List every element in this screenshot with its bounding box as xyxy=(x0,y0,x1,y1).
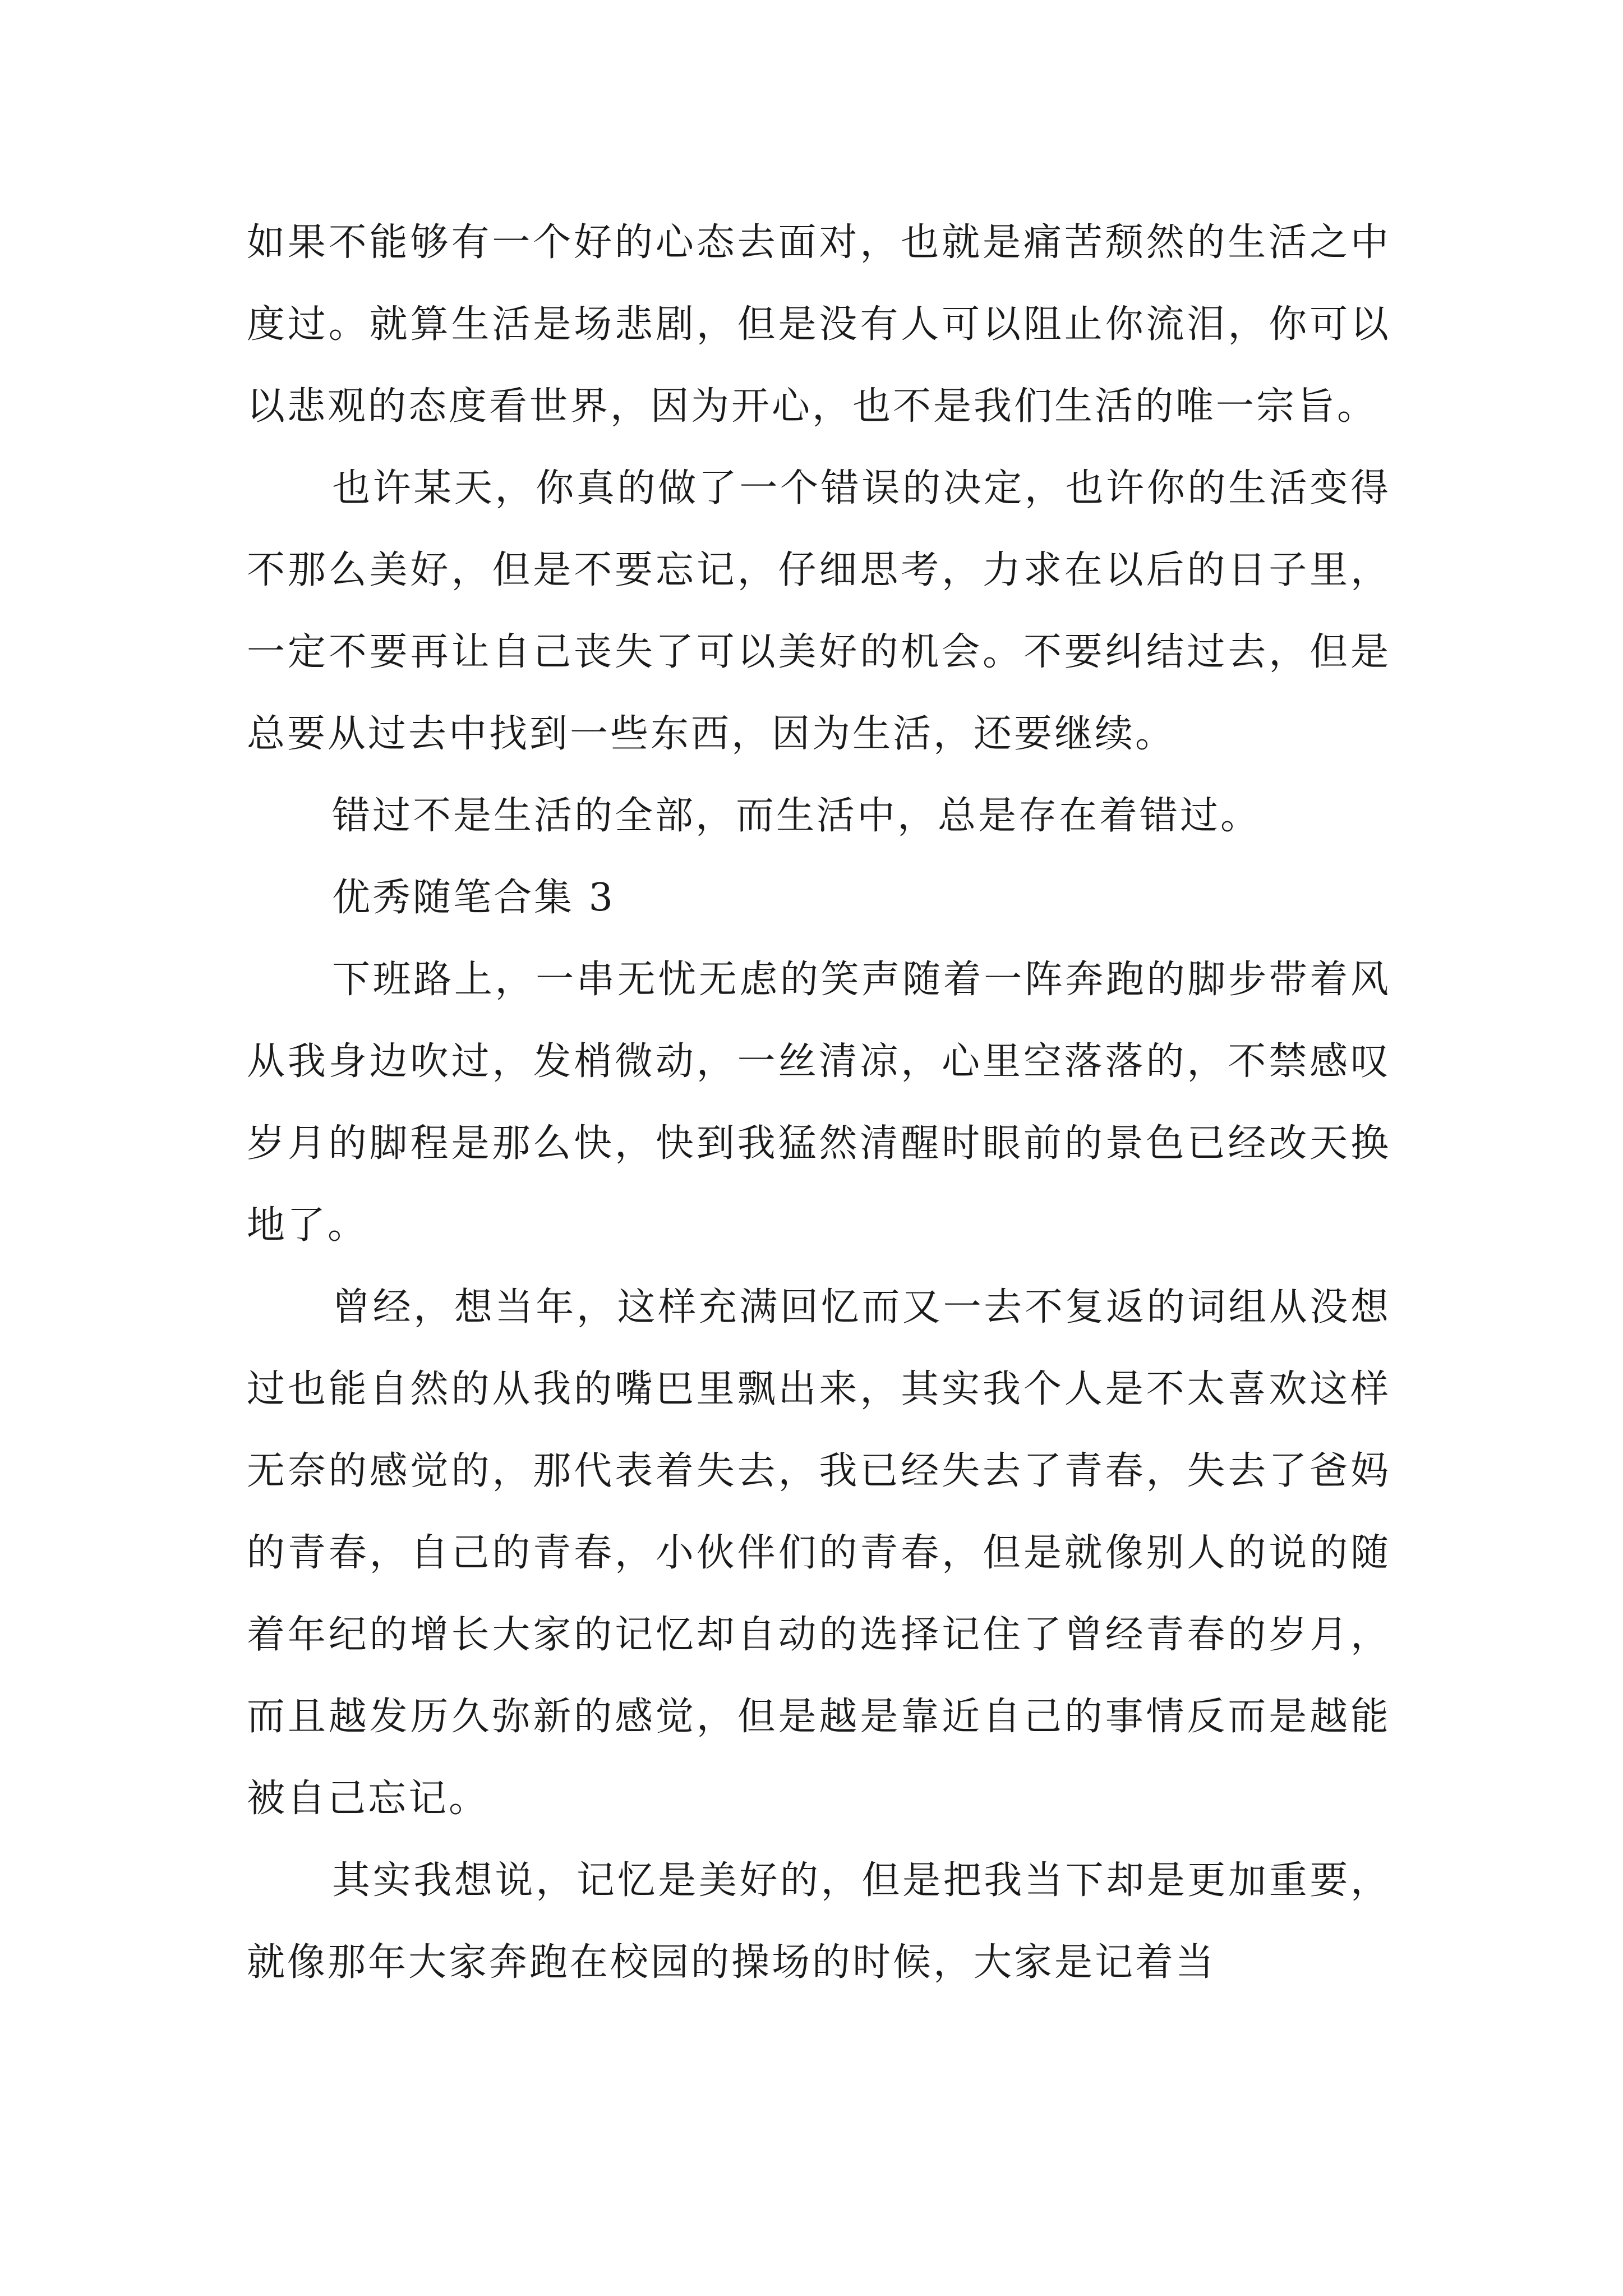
paragraph-6: 其实我想说，记忆是美好的，但是把我当下却是更加重要，就像那年大家奔跑在校园的操场的时候，大家是记着当 xyxy=(247,1858,1391,1985)
paragraph-4: 下班路上，一串无忧无虑的笑声随着一阵奔跑的脚步带着风从我身边吹过，发梢微动，一丝清凉，心里空落落的，不禁感叹岁月的脚程是那么快，快到我猛然清醒时眼前的景色已经改天换地了。 xyxy=(247,958,1391,1248)
section-heading: 优秀随笔合集 3 xyxy=(332,876,615,920)
paragraph-3: 错过不是生活的全部，而生活中，总是存在着错过。 xyxy=(332,794,1261,838)
paragraph-5: 曾经，想当年，这样充满回忆而又一去不复返的词组从没想过也能自然的从我的嘴巴里飘出来，其实我个人是不太喜欢这样无奈的感觉的，那代表着失去，我已经失去了青春，失去了爸妈的青春，自己的青春，小伙伴们的青春，但是就像别人的说的随着年纪的增长大家的记忆却自动的选择记住了曾经青春的岁月，而且越发历久弥新的感觉，但是越是靠近自己的事情反而是越能被自己忘记。 xyxy=(247,1285,1391,1821)
paragraph-2: 也许某天，你真的做了一个错误的决定，也许你的生活变得不那么美好，但是不要忘记，仔细思考，力求在以后的日子里，一定不要再让自己丧失了可以美好的机会。不要纠结过去，但是总要从过去中找到一些东西，因为生活，还要继续。 xyxy=(247,466,1391,756)
paragraph-1: 如果不能够有一个好的心态去面对，也就是痛苦颓然的生活之中度过。就算生活是场悲剧，但是没有人可以阻止你流泪，你可以以悲观的态度看世界，因为开心，也不是我们生活的唯一宗旨。 xyxy=(247,220,1391,429)
document-body xyxy=(247,202,1391,2004)
